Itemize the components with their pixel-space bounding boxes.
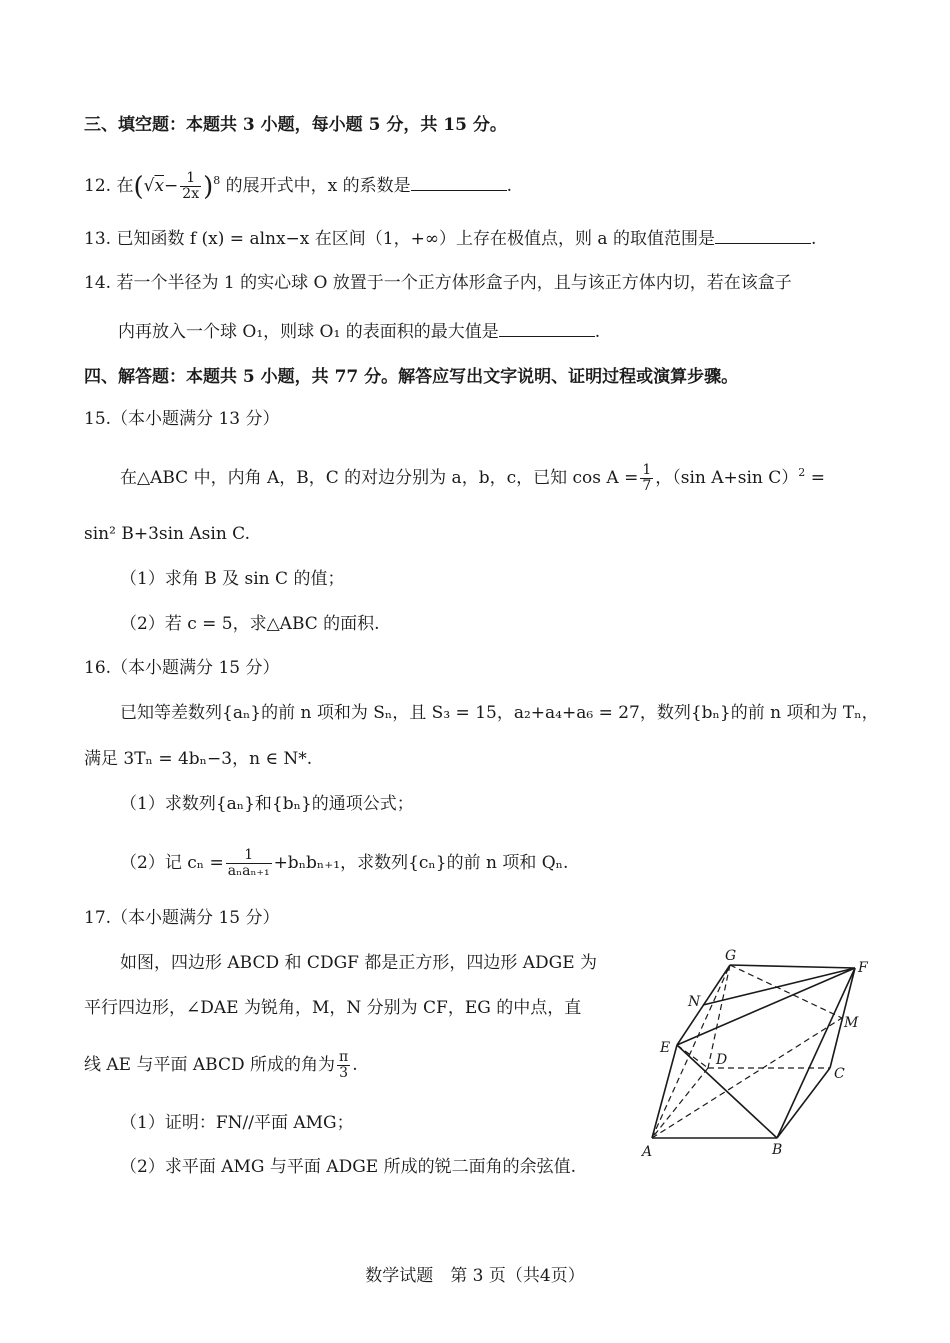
label-E: E [660,1040,671,1056]
q15-part1: （1）求角 B 及 sin C 的值； [120,569,345,589]
q17-l3-end: . [352,1055,358,1075]
q14-blank [499,322,595,337]
q16-part2 [120,848,568,879]
q12-exponent: 8 [213,174,221,187]
q14-line2-text: 内再放入一个球 O₁，则球 O₁ 的表面积的最大值是 [118,322,499,342]
q16-p2-frac-den: aₙaₙ₊₁ [227,863,270,879]
q15-stem-sup: 2 [798,466,806,479]
q16-p2-frac-num: 1 [226,848,272,864]
q12-frac-num: 1 [180,171,201,187]
q15-stem-a: 在△ABC 中，内角 A，B，C 的对边分别为 a，b，c，已知 cos A = [120,468,639,488]
q14-line2 [118,321,600,343]
section3-heading: 三、填空题：本题共 3 小题，每小题 5 分，共 15 分。 [84,115,507,135]
label-B: B [772,1142,783,1158]
section4-heading: 四、解答题：本题共 5 小题，共 77 分。解答应写出文字说明、证明过程或演算步骤。 [84,367,739,387]
q12-end: . [506,176,513,196]
q14-line1: 14. 若一个半径为 1 的实心球 O 放置于一个正方体形盒子内，且与该正方体内切，若在该盒子 [84,273,792,293]
q17-line3 [84,1050,358,1081]
page-footer: 数学试题 第 3 页（共4页） [365,1266,585,1286]
edge-EF [677,968,855,1045]
q13-end: . [810,229,817,249]
q12: 12. 在(√x− $\frac{1}{2x}$ )$^8$ 的展开式中，x 的系数是 . [84,170,513,202]
q12-num: 12. [84,176,112,196]
geometry-figure [630,940,880,1170]
q16-p2-post: +bₙbₙ₊₁，求数列{cₙ}的前 n 项和 Qₙ. [273,853,569,873]
label-C: C [834,1066,845,1082]
q15-title: 15.（本小题满分 13 分） [84,409,280,429]
q17-line2: 平行四边形，∠DAE 为锐角，M，N 分别为 CF，EG 的中点，直 [84,998,582,1018]
label-G: G [725,948,737,964]
q16-stem-line1: 已知等差数列{aₙ}的前 n 项和为 Sₙ，且 S₃ = 15，a₂+a₄+a₆ = 27，数列{bₙ}的前 n 项和为 Tₙ， [120,703,879,723]
q15-part2: （2）若 c = 5，求△ABC 的面积. [120,614,380,634]
q17-l3-den: 3 [339,1065,349,1081]
q13-text: 13. 已知函数 f (x) = alnx−x 在区间（1，+∞）上存在极值点，则 a 的取值范围是 [84,229,715,249]
q16-p2-pre: （2）记 cₙ = [120,853,224,873]
q17-part1: （1）证明：FN//平面 AMG； [120,1113,354,1133]
label-F: F [858,960,868,976]
q15-stem-line2: sin² B+3sin Asin C. [84,524,250,544]
edge-FB [777,968,855,1138]
q15-frac-den: 7 [642,478,652,494]
q12-post: 的展开式中，x 的系数是 [225,176,411,196]
q16-title: 16.（本小题满分 15 分） [84,658,280,678]
q17-line1: 如图，四边形 ABCD 和 CDGF 都是正方形，四边形 ADGE 为 [120,953,598,973]
label-D: D [716,1052,728,1068]
q12-pre: 在 [116,176,134,196]
q15-stem-b-end: = [805,468,825,488]
label-M: M [844,1015,859,1031]
q16-part1: （1）求数列{aₙ}和{bₙ}的通项公式； [120,794,414,814]
q17-part2: （2）求平面 AMG 与平面 ADGE 所成的锐二面角的余弦值. [120,1157,576,1177]
q13 [84,228,816,250]
q16-stem-line2: 满足 3Tₙ = 4bₙ−3，n ∈ N*. [84,749,313,769]
label-A: A [642,1144,653,1160]
q17-l3-pre: 线 AE 与平面 ABCD 所成的角为 [84,1055,336,1075]
q15-frac-num: 1 [642,462,652,478]
q12-frac-den: 2x [182,186,200,202]
q17-l3-num: π [339,1049,349,1065]
q12-blank [411,176,507,191]
segment-ED [677,1045,708,1068]
q13-blank [715,229,811,244]
q15-stem-b: ，（sin A+sin C） [655,468,799,488]
label-N: N [688,994,701,1010]
q17-title: 17.（本小题满分 15 分） [84,908,280,928]
q14-end: . [594,322,601,342]
segment-GM [730,965,842,1018]
segment-AM [652,1018,842,1138]
edge-DA [652,1068,708,1138]
edge-GF [730,965,855,968]
q15-stem-line1 [120,462,825,494]
